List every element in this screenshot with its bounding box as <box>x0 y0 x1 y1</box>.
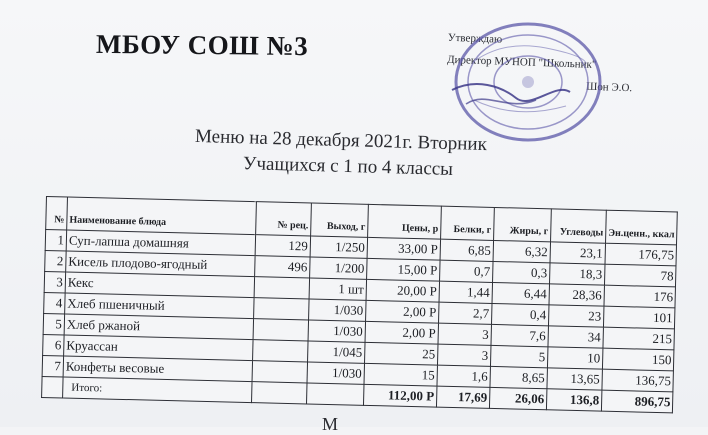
cell-recipe <box>252 361 307 383</box>
approval-line: Шон Э.О. <box>585 80 633 95</box>
cell-output: 1/030 <box>307 362 364 384</box>
cell-protein: 2,7 <box>439 302 492 324</box>
cell-no: 2 <box>45 250 67 272</box>
header-name: Наименование блюда <box>67 197 257 235</box>
approval-block <box>446 27 634 99</box>
cell-energy: 101 <box>603 306 675 329</box>
cell-energy: 176 <box>604 285 676 308</box>
menu-subtitle: Учащихся с 1 по 4 классы <box>242 153 454 180</box>
cell-no: 6 <box>43 334 65 356</box>
header-no: № <box>46 197 68 231</box>
cell-fat: 0,3 <box>493 261 550 283</box>
cell-recipe <box>253 319 308 341</box>
cell-fat: 0,4 <box>491 303 548 325</box>
header-fat: Жиры, г <box>494 207 552 241</box>
menu-table <box>41 196 678 413</box>
cell-name: Кисель плодово-ягодный <box>66 251 255 277</box>
cell-output: 1/200 <box>310 257 367 279</box>
approval-line: Утверждаю <box>447 31 503 46</box>
menu-table-container <box>41 196 678 413</box>
total-price: 112,00 Р <box>363 384 436 407</box>
cell-fat: 7,6 <box>491 324 548 346</box>
cell-price: 2,00 Р <box>365 321 438 344</box>
cell-recipe <box>254 277 309 299</box>
cell-output: 1/030 <box>308 320 365 342</box>
cell-output: 1 шт <box>309 278 366 300</box>
cell-output <box>306 383 363 405</box>
cell-carbs: 18,3 <box>550 263 605 285</box>
cell-no: 3 <box>44 271 66 293</box>
cell-name: Хлеб пшеничный <box>65 293 254 319</box>
cell-carbs: 10 <box>547 347 602 369</box>
cell-output: 1/045 <box>308 341 365 363</box>
cell-recipe: 129 <box>255 235 310 257</box>
cell-name: Конфеты весовые <box>63 356 252 382</box>
cell-fat: 5 <box>490 345 547 367</box>
cell-energy: 176,75 <box>605 243 677 266</box>
cell-name: Суп-лапша домашняя <box>66 230 255 256</box>
cell-no: 5 <box>43 313 65 335</box>
cell-no: 4 <box>44 292 66 314</box>
total-energy: 896,75 <box>601 390 673 413</box>
cell-energy: 150 <box>602 348 674 371</box>
cell-name: Кекс <box>65 272 254 298</box>
cell-protein: 0,7 <box>440 260 493 282</box>
cell-carbs: 23,1 <box>550 242 605 264</box>
cell-fat: 6,44 <box>492 282 549 304</box>
cell-output: 1/250 <box>310 236 367 258</box>
cell-energy: 215 <box>603 327 675 350</box>
cell-name: Круассан <box>64 335 253 361</box>
cell-carbs: 28,36 <box>549 284 604 306</box>
cell-energy: 78 <box>604 264 676 287</box>
total-carbs: 136,8 <box>546 389 601 411</box>
cell-no <box>42 376 64 398</box>
total-label: Итого: <box>63 377 252 403</box>
cell-recipe <box>254 298 309 320</box>
cell-carbs: 23 <box>548 305 603 327</box>
cell-protein: 6,85 <box>440 239 493 261</box>
header-carbs: Углеводы <box>551 209 607 243</box>
cell-output: 1/030 <box>309 299 366 321</box>
header-recipe: № рец. <box>256 202 312 236</box>
cell-fat: 6,32 <box>493 240 550 262</box>
cell-price: 33,00 Р <box>367 237 440 260</box>
cell-no: 1 <box>45 230 67 252</box>
cut-off-text: М <box>322 414 339 434</box>
school-name: МБОУ СОШ №3 <box>95 28 309 62</box>
cell-price: 20,00 Р <box>366 279 439 302</box>
header-price: Цены, р <box>368 204 442 239</box>
total-fat: 26,06 <box>489 387 546 409</box>
total-protein: 17,69 <box>436 386 489 408</box>
cell-carbs: 34 <box>548 326 603 348</box>
cell-protein: 3 <box>438 323 491 345</box>
menu-title: Меню на 28 декабря 2021г. Вторник <box>194 125 488 156</box>
header-output: Выход, г <box>311 203 369 237</box>
cell-no: 7 <box>42 355 64 377</box>
cell-price: 15 <box>364 363 437 386</box>
cell-price: 25 <box>365 342 438 365</box>
cell-price: 2,00 Р <box>366 300 439 323</box>
header-energy: Эн.ценн., ккал <box>606 210 678 245</box>
cell-recipe <box>252 382 307 404</box>
cell-protein: 3 <box>437 344 490 366</box>
cell-price: 15,00 Р <box>367 258 440 281</box>
cell-recipe <box>253 340 308 362</box>
cell-name: Хлеб ржаной <box>64 314 253 340</box>
cell-protein: 1,44 <box>439 281 492 303</box>
cell-recipe: 496 <box>255 256 310 278</box>
header-protein: Белки, г <box>441 206 495 240</box>
cell-fat: 8,65 <box>490 366 547 388</box>
cell-carbs: 13,65 <box>547 368 602 390</box>
approval-line: Директор МУНОП "Школьник" <box>446 53 597 71</box>
cell-energy: 136,75 <box>602 369 674 392</box>
cell-protein: 1,6 <box>437 365 490 387</box>
